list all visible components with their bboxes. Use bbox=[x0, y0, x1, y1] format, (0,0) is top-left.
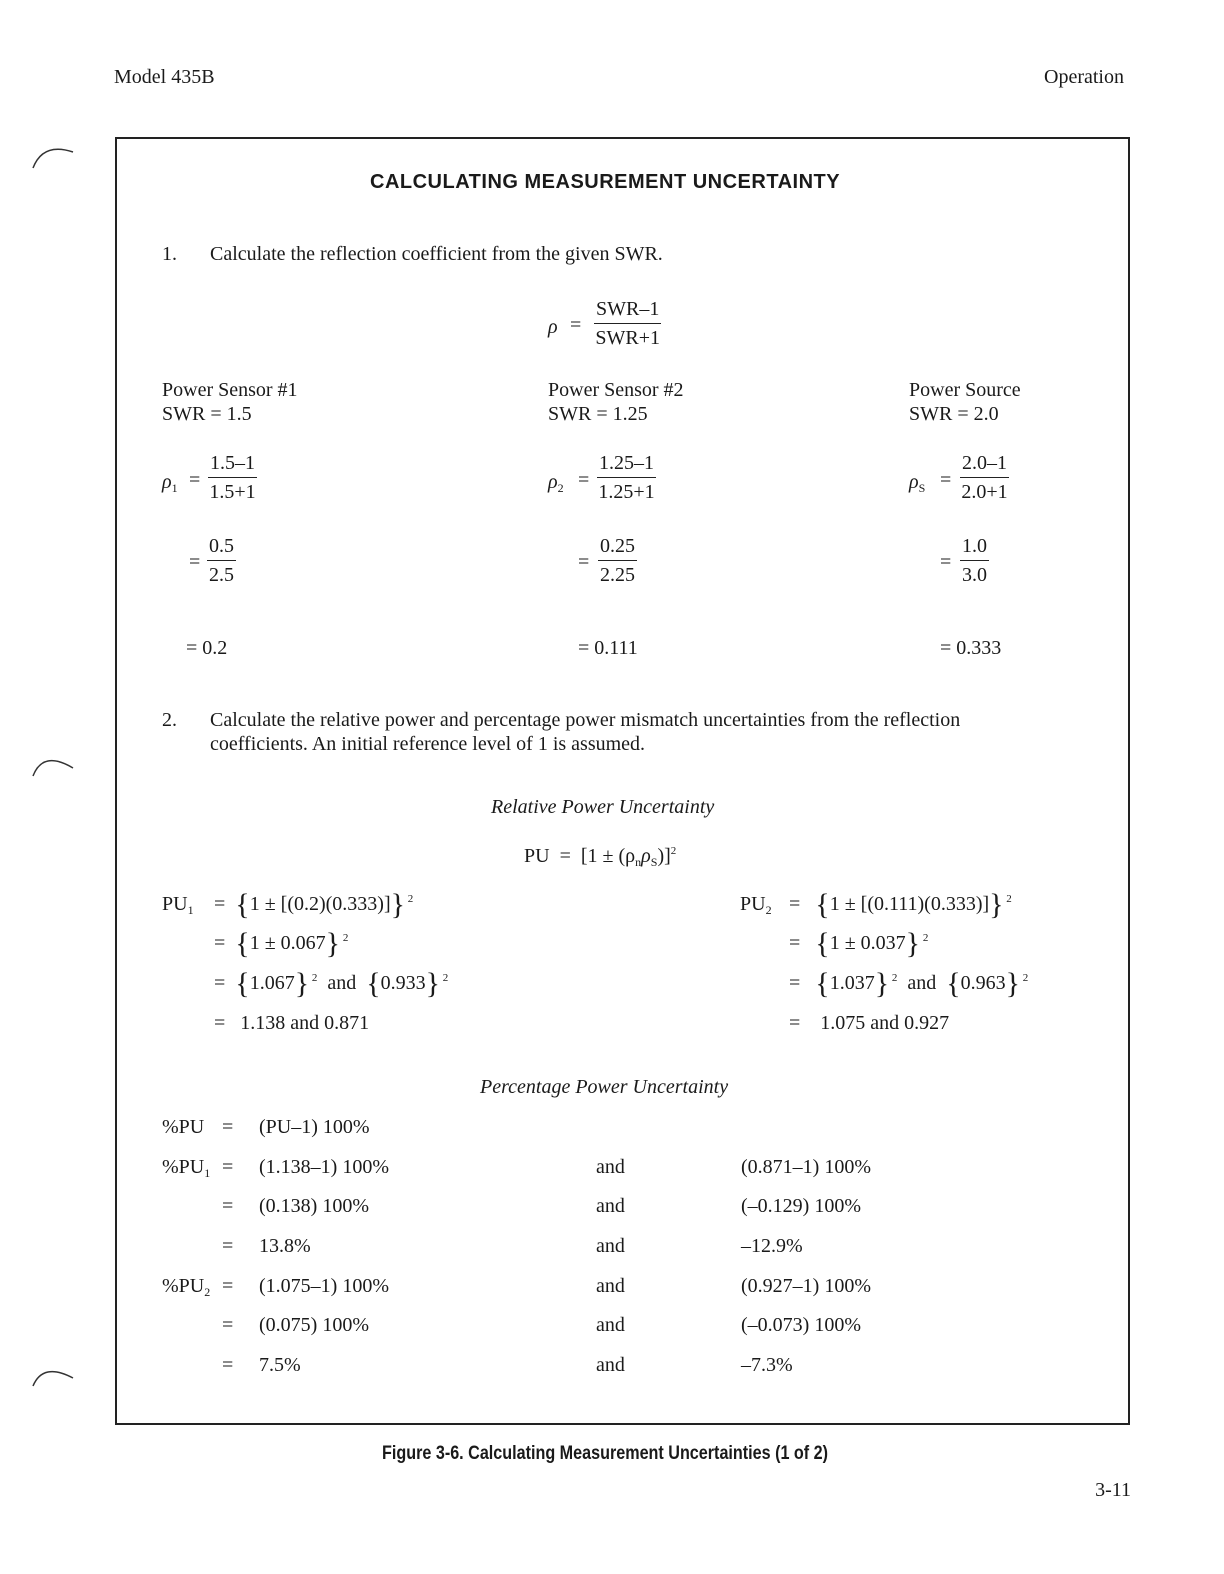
fraction-denominator: 3.0 bbox=[962, 564, 987, 586]
pct-row-left: 7.5% bbox=[259, 1354, 301, 1376]
fraction-numerator: 0.5 bbox=[207, 533, 236, 561]
pct-row-right: (0.871–1) 100% bbox=[741, 1156, 871, 1178]
fraction-denominator: 1.5+1 bbox=[209, 481, 256, 503]
equals-sign: = bbox=[189, 551, 201, 573]
equals-sign: = bbox=[940, 551, 952, 573]
pu2-line-2: = {1 ± 0.037} $^2$ bbox=[789, 927, 929, 960]
figure-title: CALCULATING MEASUREMENT UNCERTAINTY bbox=[370, 171, 841, 193]
rho-2-symbol: $\rho_2$ bbox=[548, 471, 564, 495]
fraction-numerator: 1.0 bbox=[960, 533, 989, 561]
sensor-2-fraction-1 bbox=[597, 450, 656, 505]
sensor-1-fraction-1 bbox=[208, 450, 257, 505]
fraction-numerator: 0.25 bbox=[598, 533, 637, 561]
pct-row-and: and bbox=[596, 1156, 625, 1178]
pu1-line-3: = {1.067} $^2$ and {0.933} $^2$ bbox=[214, 967, 449, 1000]
fraction-numerator: SWR–1 bbox=[594, 296, 661, 324]
pct-row-left: (1.138–1) 100% bbox=[259, 1156, 389, 1178]
formula-part: ρ bbox=[641, 845, 651, 867]
formula-part: [1 ± (ρ bbox=[580, 845, 636, 867]
equals-sign: = bbox=[222, 1195, 234, 1217]
page-header-section: Operation bbox=[1044, 66, 1124, 88]
rho-s-symbol: $\rho_S$ bbox=[909, 471, 926, 495]
formula-subscript: n bbox=[635, 855, 642, 869]
pct-row-left: (0.075) 100% bbox=[259, 1314, 369, 1336]
equals-sign: = bbox=[189, 469, 201, 491]
page-header-model: Model 435B bbox=[114, 66, 215, 88]
source-fraction-2 bbox=[960, 533, 989, 588]
source-name: Power Source bbox=[909, 379, 1021, 401]
sensor-2-fraction-2 bbox=[598, 533, 637, 588]
rho-1-symbol: $\rho_1$ bbox=[162, 471, 178, 495]
fraction-denominator: 2.25 bbox=[600, 564, 635, 586]
equals-sign: = bbox=[940, 469, 952, 491]
pct-row-and: and bbox=[596, 1235, 625, 1257]
step-2-text-line-2: coefficients. An initial reference level of 1 is assumed. bbox=[210, 733, 646, 755]
equals-sign: = bbox=[578, 551, 590, 573]
reflection-coefficient-fraction bbox=[594, 296, 661, 351]
pct-row-left: (1.075–1) 100% bbox=[259, 1275, 389, 1297]
pct-row-left: 13.8% bbox=[259, 1235, 311, 1257]
pct-row-right: –7.3% bbox=[741, 1354, 793, 1376]
pct-row-right: (–0.073) 100% bbox=[741, 1314, 861, 1336]
relative-power-heading: Relative Power Uncertainty bbox=[491, 796, 715, 818]
sensor-1-fraction-2 bbox=[207, 533, 236, 588]
formula-part: )] bbox=[657, 845, 671, 867]
binder-hole-mark bbox=[28, 140, 78, 170]
fraction-denominator: 2.0+1 bbox=[961, 481, 1008, 503]
pct-row-label: $\%PU_2$ bbox=[162, 1275, 211, 1299]
sensor-2-name: Power Sensor #2 bbox=[548, 379, 684, 401]
pct-row-and: and bbox=[596, 1314, 625, 1336]
equals-sign: = bbox=[570, 314, 582, 336]
equals-sign: = bbox=[222, 1354, 234, 1376]
equals-sign: = bbox=[222, 1275, 234, 1297]
pct-row-right: –12.9% bbox=[741, 1235, 803, 1257]
step-2-text-line-1: Calculate the relative power and percentage power mismatch uncertainties from the reflection bbox=[210, 709, 961, 731]
pu2-label: $PU_2$ bbox=[740, 893, 772, 917]
sensor-1-result: = 0.2 bbox=[186, 637, 228, 659]
equals-sign: = bbox=[559, 845, 571, 867]
fraction-numerator: 1.25–1 bbox=[597, 450, 656, 478]
source-swr: SWR = 2.0 bbox=[909, 403, 999, 425]
formula-exponent: 2 bbox=[670, 845, 677, 857]
equals-sign: = bbox=[222, 1116, 234, 1138]
pu2-line-3: = {1.037} $^2$ and {0.963} $^2$ bbox=[789, 967, 1029, 1000]
pct-row-left: (0.138) 100% bbox=[259, 1195, 369, 1217]
equals-sign: = bbox=[222, 1156, 234, 1178]
pu1-line-4: = 1.138 and 0.871 bbox=[214, 1012, 370, 1034]
pu1-label: $PU_1$ bbox=[162, 893, 194, 917]
pu1-line-1: = {1 ± [(0.2)(0.333)]} $^2$ bbox=[214, 888, 414, 921]
source-fraction-1 bbox=[960, 450, 1009, 505]
sensor-1-name: Power Sensor #1 bbox=[162, 379, 298, 401]
figure-caption: Figure 3-6. Calculating Measurement Uncertainties (1 of 2) bbox=[382, 1443, 829, 1464]
fraction-numerator: 1.5–1 bbox=[208, 450, 257, 478]
page-number: 3-11 bbox=[1095, 1479, 1131, 1501]
binder-hole-mark bbox=[28, 1360, 78, 1390]
pct-row-label: $\%PU_1$ bbox=[162, 1156, 211, 1180]
fraction-numerator: 2.0–1 bbox=[960, 450, 1009, 478]
equals-sign: = bbox=[222, 1235, 234, 1257]
percentage-power-heading: Percentage Power Uncertainty bbox=[480, 1076, 729, 1098]
sensor-2-result: = 0.111 bbox=[578, 637, 638, 659]
source-result: = 0.333 bbox=[940, 637, 1002, 659]
fraction-denominator: 1.25+1 bbox=[598, 481, 655, 503]
sensor-2-swr: SWR = 1.25 bbox=[548, 403, 648, 425]
pu1-line-2: = {1 ± 0.067} $^2$ bbox=[214, 927, 349, 960]
pct-row-right: (–0.129) 100% bbox=[741, 1195, 861, 1217]
pu-label: PU bbox=[524, 845, 550, 867]
pct-row-and: and bbox=[596, 1275, 625, 1297]
pct-def-label: %PU bbox=[162, 1116, 205, 1138]
pu2-line-1: = {1 ± [(0.111)(0.333)]} $^2$ bbox=[789, 888, 1012, 921]
step-1-number: 1. bbox=[162, 243, 177, 265]
sensor-1-swr: SWR = 1.5 bbox=[162, 403, 252, 425]
pct-row-right: (0.927–1) 100% bbox=[741, 1275, 871, 1297]
step-1-text: Calculate the reflection coefficient from the given SWR. bbox=[210, 243, 663, 265]
pu-formula bbox=[524, 845, 676, 870]
pct-row-and: and bbox=[596, 1354, 625, 1376]
fraction-denominator: SWR+1 bbox=[595, 327, 660, 349]
pct-def-expression: (PU–1) 100% bbox=[259, 1116, 370, 1138]
rho-symbol: ρ bbox=[548, 316, 558, 338]
binder-hole-mark bbox=[28, 748, 78, 778]
pct-row-and: and bbox=[596, 1195, 625, 1217]
equals-sign: = bbox=[222, 1314, 234, 1336]
pu2-line-4: = 1.075 and 0.927 bbox=[789, 1012, 950, 1034]
equals-sign: = bbox=[578, 469, 590, 491]
step-2-number: 2. bbox=[162, 709, 177, 731]
formula-subscript: S bbox=[650, 855, 658, 869]
fraction-denominator: 2.5 bbox=[209, 564, 234, 586]
